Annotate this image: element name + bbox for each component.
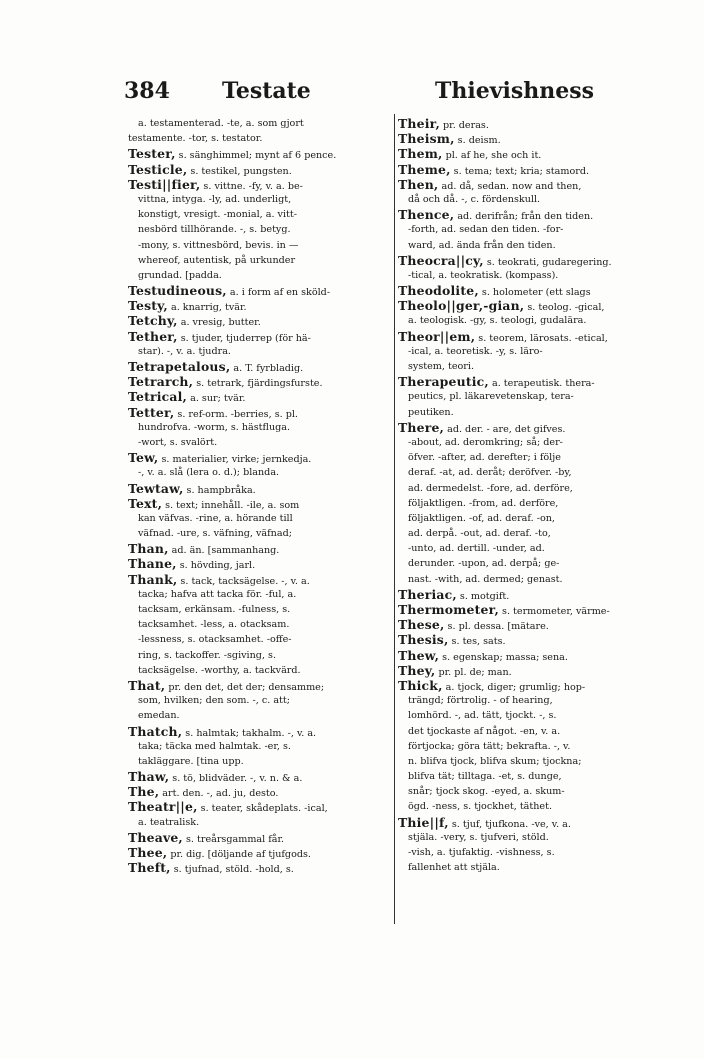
headword: Thew, [398,647,440,663]
entry-line [128,389,390,404]
entry-line [398,496,686,511]
entry-text: art. den. -, ad. ju, desto. [159,788,279,800]
entry-line [398,526,686,541]
entry-line [128,739,390,754]
entry-text: ad. der. - are, det gifves. [444,423,566,435]
left-column [128,116,390,875]
entry-text: s. tjuder, tjuderrep (för hä- [177,332,311,344]
entry-line [398,222,686,237]
entry-text: som, hvilken; den som. -, c. att; [138,695,291,707]
headword: Thank, [128,571,178,587]
headword: Tetchy, [128,313,178,329]
entry-line [128,845,390,860]
right-guide-word: Thievishness [434,78,594,104]
entry-line [398,162,686,177]
entry-line [128,146,390,161]
page-header [124,78,594,110]
entry-text: -vish, a. tjufaktig. -vishness, s. [408,847,555,858]
entry-line [398,450,686,465]
entry-line [398,374,686,389]
entry-text: tacksägelse. -worthy, a. tackvärd. [138,664,301,676]
entry-line [128,131,390,146]
entry-line [128,860,390,875]
entry-line [398,663,686,678]
entry-line [398,784,686,799]
entry-line [398,754,686,769]
entry-line [128,298,390,313]
entry-text: s. tjuf, tjufkona. -ve, v. a. [448,818,571,830]
entry-line [128,724,390,739]
entry-line [398,724,686,739]
entry-text: s. deism. [454,135,501,147]
entry-text: tacksam, erkänsam. -fulness, s. [138,604,291,615]
entry-text: pl. af he, she och it. [442,150,542,162]
entry-text: peutics, pl. läkarevetenskap, tera- [408,391,574,403]
entry-line [128,177,390,192]
headword: Tetter, [128,404,175,420]
entry-line [128,268,390,283]
entry-text: ad. derifrån; från den tiden. [454,211,594,223]
entry-text: s. motgift. [456,590,510,602]
entry-text: väfnad. -ure, s. väfning, väfnad; [138,528,292,540]
headword: Tetrapetalous, [128,359,231,374]
entry-text: tacksamhet. -less, a. otacksam. [138,619,290,631]
entry-text: ad. än. [sammanhang. [168,545,280,557]
entry-text: s. holometer (ett slags [478,287,591,299]
entry-line [398,693,686,708]
entry-text: s. testikel, pungsten. [187,165,292,177]
headword: Theocra||cy, [398,252,484,268]
entry-text: ad. dermedelst. -fore, ad. derföre, [408,482,573,494]
entry-text: a. knarrig, tvär. [167,302,247,314]
entry-text: s. pl. dessa. [mätare. [444,621,549,633]
headword: These, [398,617,445,633]
entry-text: konstigt, vresigt. -monial, a. vitt- [138,209,297,221]
entry-text: whereof, autentisk, på urkunder [138,254,296,266]
entry-text: -tical, a. teokratisk. (kompass). [408,269,559,281]
headword: Tetrical, [128,389,188,405]
entry-line [128,769,390,784]
entry-line [398,131,686,146]
entry-text: då och då. -, c. fördenskull. [408,193,541,205]
entry-line [398,678,686,693]
headword: Theriac, [398,586,457,602]
entry-line [128,541,390,556]
entry-text: system, teori. [408,361,475,372]
entry-line [398,617,686,632]
headword: Theism, [398,131,455,147]
entry-text: s. tjufnad, stöld. -hold, s. [170,864,294,876]
entry-text: s. tack, tacksägelse. -, v. a. [177,575,310,587]
entry-text: -, v. a. slå (lera o. d.); blanda. [138,467,280,479]
entry-text: vittna, intyga. -ly, ad. underligt, [138,193,292,205]
entry-line [398,359,686,374]
entry-text: s. hövding, jarl. [176,560,256,572]
entry-text: s. materialier, virke; jernkedja. [158,454,312,466]
entry-line [398,541,686,556]
entry-line [128,496,390,511]
entry-text: deraf. -at, ad. deråt; deröfver. -by, [408,467,572,479]
entry-text: förtjocka; göra tätt; bekrafta. -, v. [408,740,571,752]
entry-line [398,192,686,207]
entry-text: öfver. -after, ad. derefter; i följe [408,452,561,464]
entry-line [128,587,390,602]
entry-line [128,602,390,617]
entry-line [398,435,686,450]
entry-line [398,799,686,814]
entry-text: a. terapeutisk. thera- [488,378,595,390]
entry-text: -wort, s. svalört. [138,436,218,448]
headword: Tester, [128,146,176,162]
entry-line [128,511,390,526]
entry-text: star). -, v. a. tjudra. [138,345,231,357]
left-guide-word: Testate [222,78,311,104]
entry-text: takläggare. [tina upp. [138,755,244,767]
entry-text: nesbörd tillhörande. -, s. betyg. [138,224,291,236]
headword: That, [128,677,166,693]
entry-line [128,708,390,723]
entry-line [128,329,390,344]
entry-line [398,481,686,496]
entry-line [398,845,686,860]
entry-text: -unto, ad. dertill. -under, ad. [408,543,545,555]
entry-line [398,313,686,328]
entry-line [398,511,686,526]
entry-text: s. sänghimmel; mynt af 6 pence. [175,150,337,162]
entry-text: det tjockaste af något. -en, v. a. [408,725,561,737]
entry-line [398,344,686,359]
entry-text: s. teater, skådeplats. -ical, [197,803,328,815]
entry-text: s. ref-orm. -berries, s. pl. [174,408,298,420]
headword: Than, [128,541,169,557]
entry-line [128,162,390,177]
page-number: 384 [124,78,170,104]
entry-text: a. testamenterad. -te, a. som gjort [138,118,304,129]
entry-line [398,556,686,571]
entry-text: grundad. [padda. [138,269,222,281]
headword: Testicle, [128,161,188,177]
entry-text: testamente. -tor, s. testator. [128,133,263,145]
headword: Therapeutic, [398,374,489,390]
entry-line [128,435,390,450]
entry-text: s. teokrati, gudaregering. [483,256,612,268]
headword: Tew, [128,450,159,466]
entry-line [128,648,390,663]
entry-text: -forth, ad. sedan den tiden. -for- [408,224,564,236]
entry-text: stjäla. -very, s. tjufveri, stöld. [408,831,549,843]
entry-line [128,359,390,374]
entry-line [398,830,686,845]
entry-line [128,465,390,480]
entry-text: följaktligen. -from, ad. derföre, [408,497,559,509]
entry-line [128,313,390,328]
headword: Thie||f, [398,814,449,830]
entry-line [128,678,390,693]
headword: Thermometer, [398,602,499,617]
entry-text: a. teologisk. -gy, s. teologi, gudalära. [408,315,587,327]
entry-line [398,739,686,754]
headword: Theme, [398,161,451,177]
entry-text: -about, ad. deromkring; så; der- [408,436,563,448]
entry-text: -ical, a. teoretisk. -y, s. läro- [408,345,543,357]
entry-line [398,602,686,617]
entry-line [128,481,390,496]
headword: Tetrarch, [128,374,194,390]
entry-line [128,754,390,769]
entry-line [398,116,686,131]
entry-line [128,253,390,268]
entry-line [128,556,390,571]
entry-text: s. vittne. -fy, v. a. be- [200,180,303,192]
entry-text: kan väfvas. -rine, a. hörande till [138,512,293,524]
entry-text: peutiken. [408,406,454,418]
entry-line [128,283,390,298]
headword: Thence, [398,207,455,223]
entry-text: ring, s. tackoffer. -sgiving, s. [138,649,277,661]
entry-text: ögd. -ness, s. tjockhet, täthet. [408,801,553,813]
entry-text: -lessness, s. otacksamhet. -offe- [138,634,292,646]
entry-line [128,815,390,830]
entry-text: trängd; förtrolig. - of hearing, [408,695,553,707]
entry-text: a. sur; tvär. [187,393,246,405]
headword: Testi||fier, [128,176,201,192]
entry-text: -mony, s. vittnesbörd, bevis. in — [138,239,299,251]
entry-text: snår; tjock skog. -eyed, a. skum- [408,786,565,798]
headword: Theor||em, [398,328,476,344]
entry-text: tacka; hafva att tacka för. -ful, a. [138,588,297,600]
entry-text: a. i form af en sköld- [226,287,331,299]
headword: Then, [398,176,439,192]
entry-line [128,450,390,465]
entry-line [398,405,686,420]
entry-text: s. hampbråka. [183,484,256,496]
entry-text: derunder. -upon, ad. derpå; ge- [408,558,560,570]
entry-line [128,374,390,389]
entry-line [398,268,686,283]
entry-line [398,708,686,723]
entry-line [128,784,390,799]
entry-line [128,116,390,131]
entry-text: a. T. fyrbladig. [230,363,304,374]
entry-line [398,177,686,192]
entry-text: s. text; innehåll. -ile, a. som [162,499,300,511]
column-divider [394,114,395,924]
entry-text: s. egenskap; massa; sena. [439,651,568,663]
entry-text: s. tetrark, fjärdingsfurste. [193,378,323,390]
headword: Theodolite, [398,283,479,299]
entry-text: följaktligen. -of, ad. deraf. -on, [408,512,555,524]
entry-line [398,283,686,298]
entry-text: s. tes, sats. [448,636,506,648]
entry-text: s. treårsgammal får. [182,833,285,845]
right-column [398,116,686,875]
entry-text: a. vresig, butter. [177,317,261,329]
entry-line [128,207,390,222]
headword: Testudineous, [128,283,227,299]
headword: Their, [398,116,440,131]
entry-text: pr. pl. de; man. [435,666,512,678]
entry-line [398,298,686,313]
entry-line [128,663,390,678]
entry-line [398,420,686,435]
entry-text: n. blifva tjock, blifva skum; tjockna; [408,755,582,767]
entry-line [128,526,390,541]
entry-line [398,146,686,161]
entry-text: emedan. [138,710,180,722]
headword: Thesis, [398,632,449,648]
entry-text: s. termometer, värme- [498,606,610,617]
entry-text: ward, ad. ända från den tiden. [408,239,556,251]
entry-text: hundrofva. -worm, s. hästfluga. [138,421,291,433]
entry-line [128,830,390,845]
entry-text: ad. derpå. -out, ad. deraf. -to, [408,528,551,540]
entry-line [128,693,390,708]
entry-line [398,465,686,480]
headword: Theave, [128,829,183,845]
entry-line [128,405,390,420]
entry-line [128,222,390,237]
entry-line [128,420,390,435]
headword: Theolo||ger,-gian, [398,298,525,314]
entry-text: ad. då, sedan. now and then, [438,180,582,192]
entry-line [398,389,686,404]
entry-text: a. teatralisk. [138,816,200,828]
headword: The, [128,784,160,800]
entry-line [398,815,686,830]
entry-text: pr. deras. [439,120,489,131]
entry-line [398,632,686,647]
entry-text: s. teolog. -gical, [524,302,605,314]
headword: Thatch, [128,723,183,739]
entry-text: pr. den det, det der; densamme; [165,681,325,693]
entry-line [128,632,390,647]
headword: Them, [398,146,443,162]
headword: Tewtaw, [128,480,184,496]
headword: Text, [128,495,163,511]
entry-text: s. halmtak; takhalm. -, v. a. [182,727,317,739]
entry-line [398,238,686,253]
entry-text: pr. dig. [döljande af tjufgods. [167,849,311,860]
headword: Testy, [128,298,168,314]
headword: Theatr||e, [128,799,198,815]
headword: Thee, [128,845,168,860]
entry-line [128,617,390,632]
entry-text: fallenhet att stjäla. [408,862,500,874]
entry-line [128,572,390,587]
entry-line [398,572,686,587]
headword: Thane, [128,556,177,572]
entry-line [398,329,686,344]
entry-line [128,238,390,253]
entry-text: s. tö, blidväder. -, v. n. & a. [169,773,303,785]
entry-line [128,192,390,207]
entry-line [398,253,686,268]
entry-text: nast. -with, ad. dermed; genast. [408,573,563,585]
entry-text: a. tjock, diger; grumlig; hop- [442,681,586,693]
entry-line [398,769,686,784]
headword: Thick, [398,677,443,693]
entry-text: s. tema; text; kria; stamord. [450,165,590,177]
headword: Thaw, [128,769,170,785]
entry-line [398,860,686,875]
entry-line [398,587,686,602]
entry-text: s. teorem, lärosats. -etical, [475,332,608,344]
headword: Theft, [128,860,171,876]
headword: They, [398,662,436,678]
entry-line [128,799,390,814]
headword: Tether, [128,328,178,344]
headword: There, [398,419,445,435]
entry-line [398,648,686,663]
entry-text: lomhörd. -, ad. tätt, tjockt. -, s. [408,710,557,722]
entry-line [128,344,390,359]
entry-line [398,207,686,222]
entry-text: taka; täcka med halmtak. -er, s. [138,740,291,752]
entry-text: blifva tät; tilltaga. -et, s. dunge, [408,771,562,783]
